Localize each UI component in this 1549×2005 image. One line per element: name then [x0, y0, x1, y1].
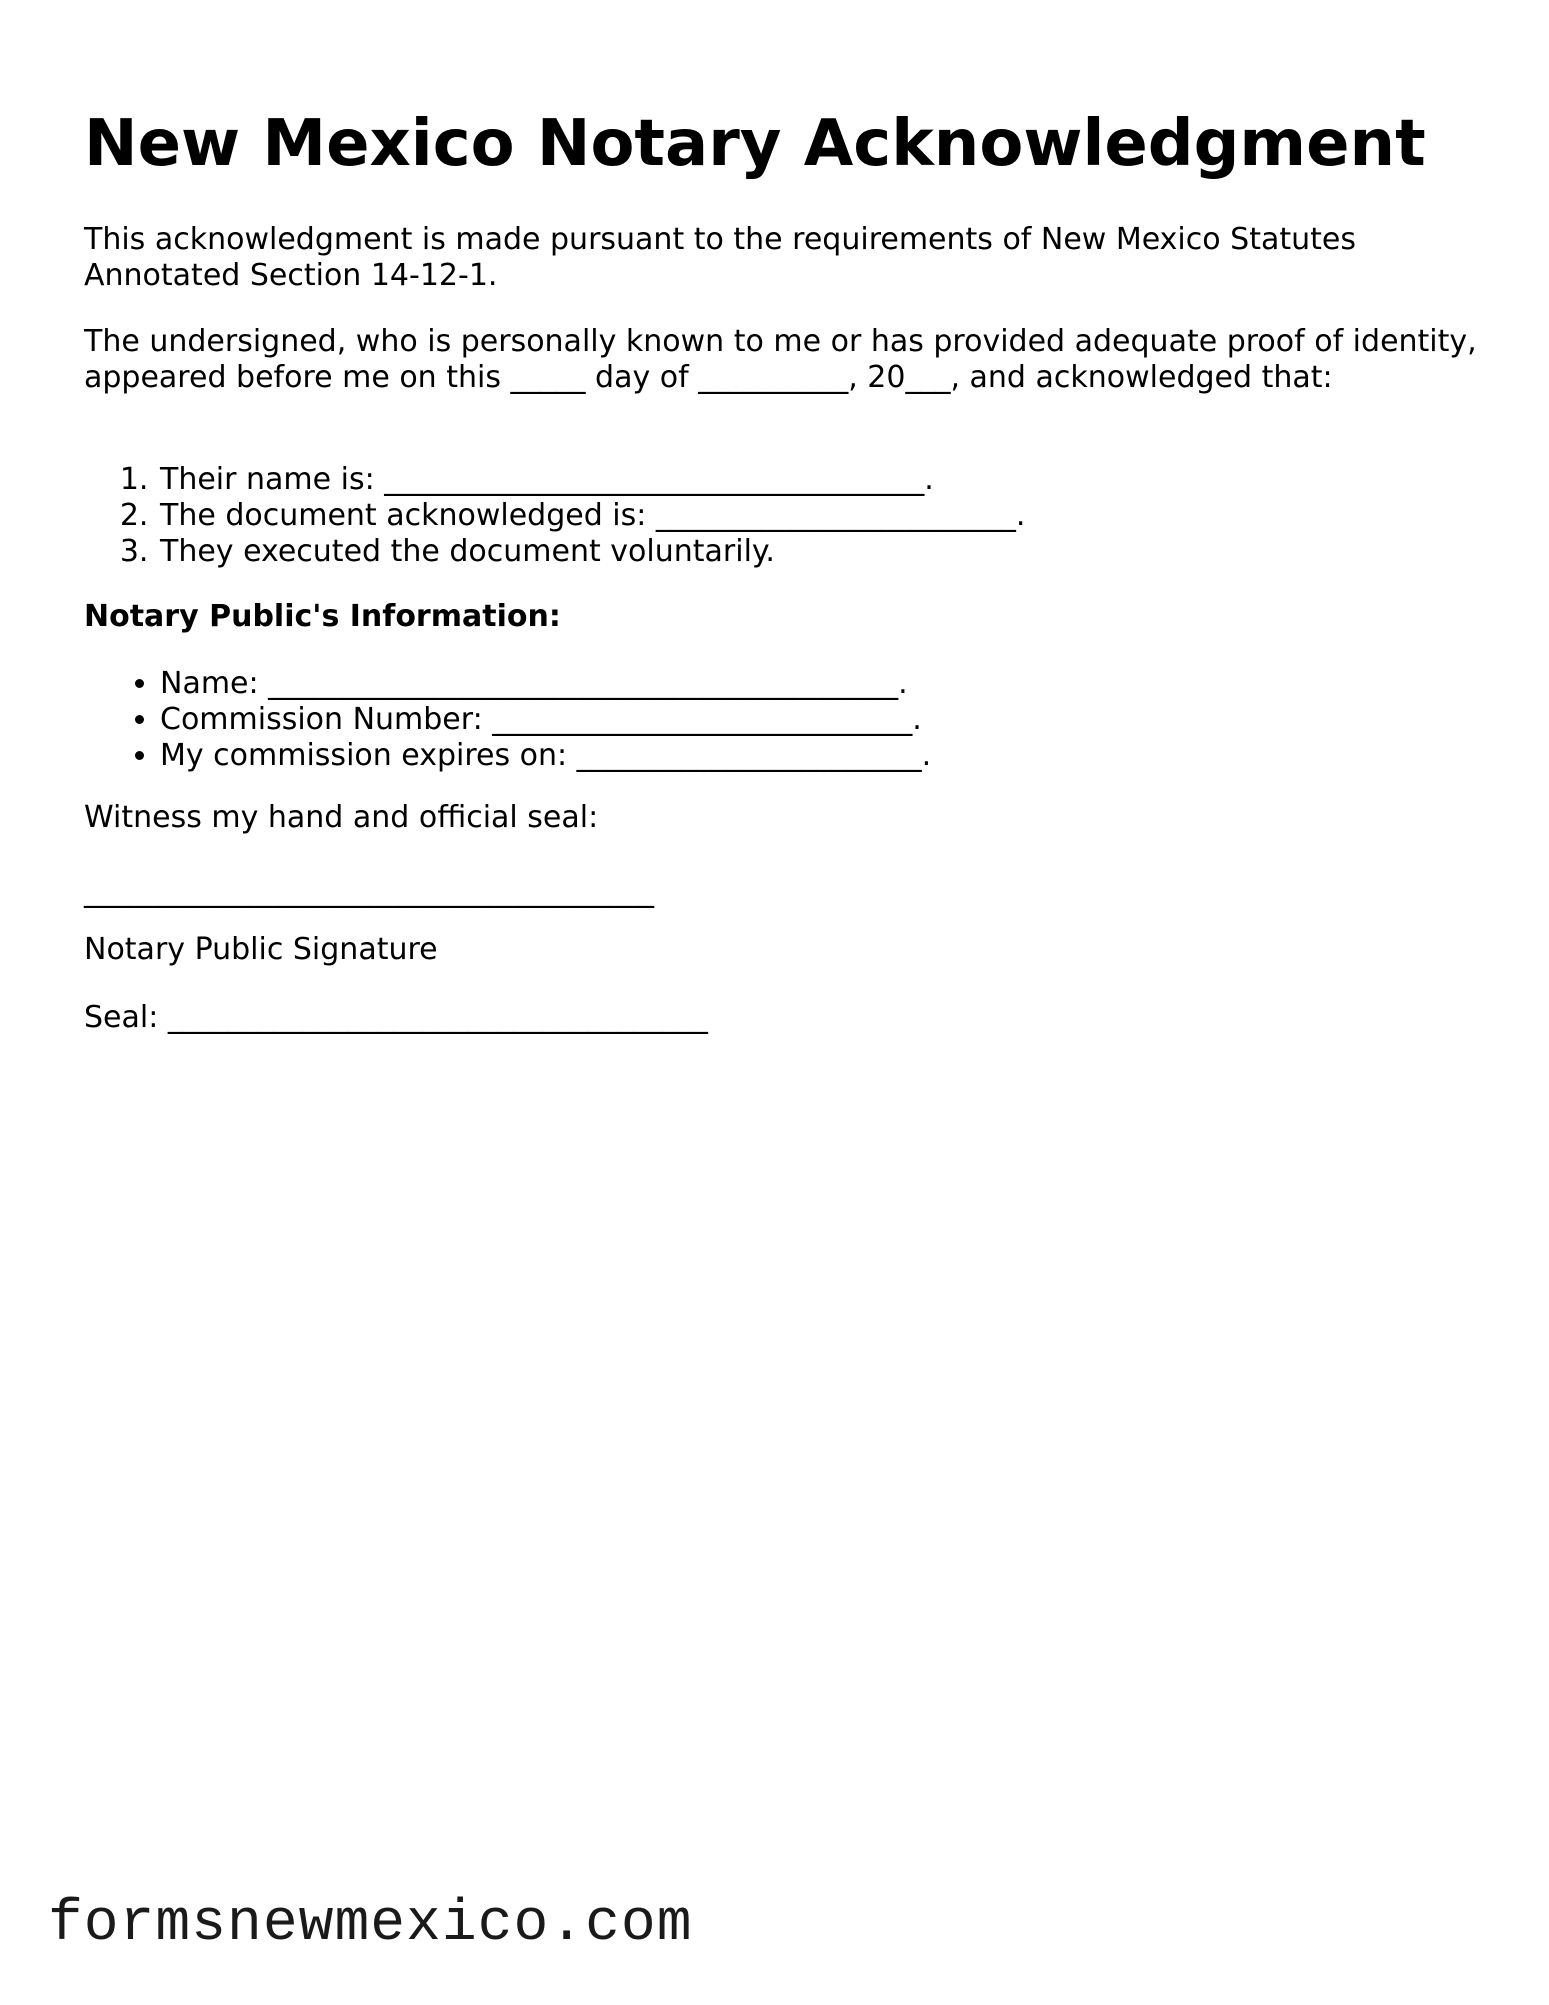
commission-number-field: • Commission Number: ____________________________. — [160, 702, 931, 738]
acknowledgment-list — [84, 462, 1025, 570]
signature-label: Notary Public Signature — [84, 932, 438, 967]
statement-paragraph: The undersigned, who is personally known to me or has provided adequate proof of identity, appeared before me on this _____ day of __________, 20___, and acknowledged that: — [84, 324, 1477, 395]
seal-line: Seal: ____________________________________ — [84, 1000, 708, 1035]
commission-expiry-field: • My commission expires on: _______________________. — [160, 738, 931, 774]
notary-info-list — [84, 666, 931, 774]
intro-paragraph: This acknowledgment is made pursuant to the requirements of New Mexico Statutes Annotated Section 14-12-1. — [84, 222, 1356, 293]
notary-info-heading: Notary Public's Information: — [84, 599, 561, 634]
signature-line: ______________________________________ — [84, 874, 654, 909]
site-watermark: formsnewmexico.com — [48, 1892, 693, 1957]
witness-statement: Witness my hand and official seal: — [84, 800, 599, 835]
acknowledgment-item: 3. They executed the document voluntarily. — [158, 534, 1025, 570]
acknowledgment-item: 2. The document acknowledged is: ________________________. — [158, 498, 1025, 534]
document-title: New Mexico Notary Acknowledgment — [84, 107, 1426, 181]
notary-name-field: • Name: __________________________________________. — [160, 666, 931, 702]
acknowledgment-item: 1. Their name is: ____________________________________. — [158, 462, 1025, 498]
